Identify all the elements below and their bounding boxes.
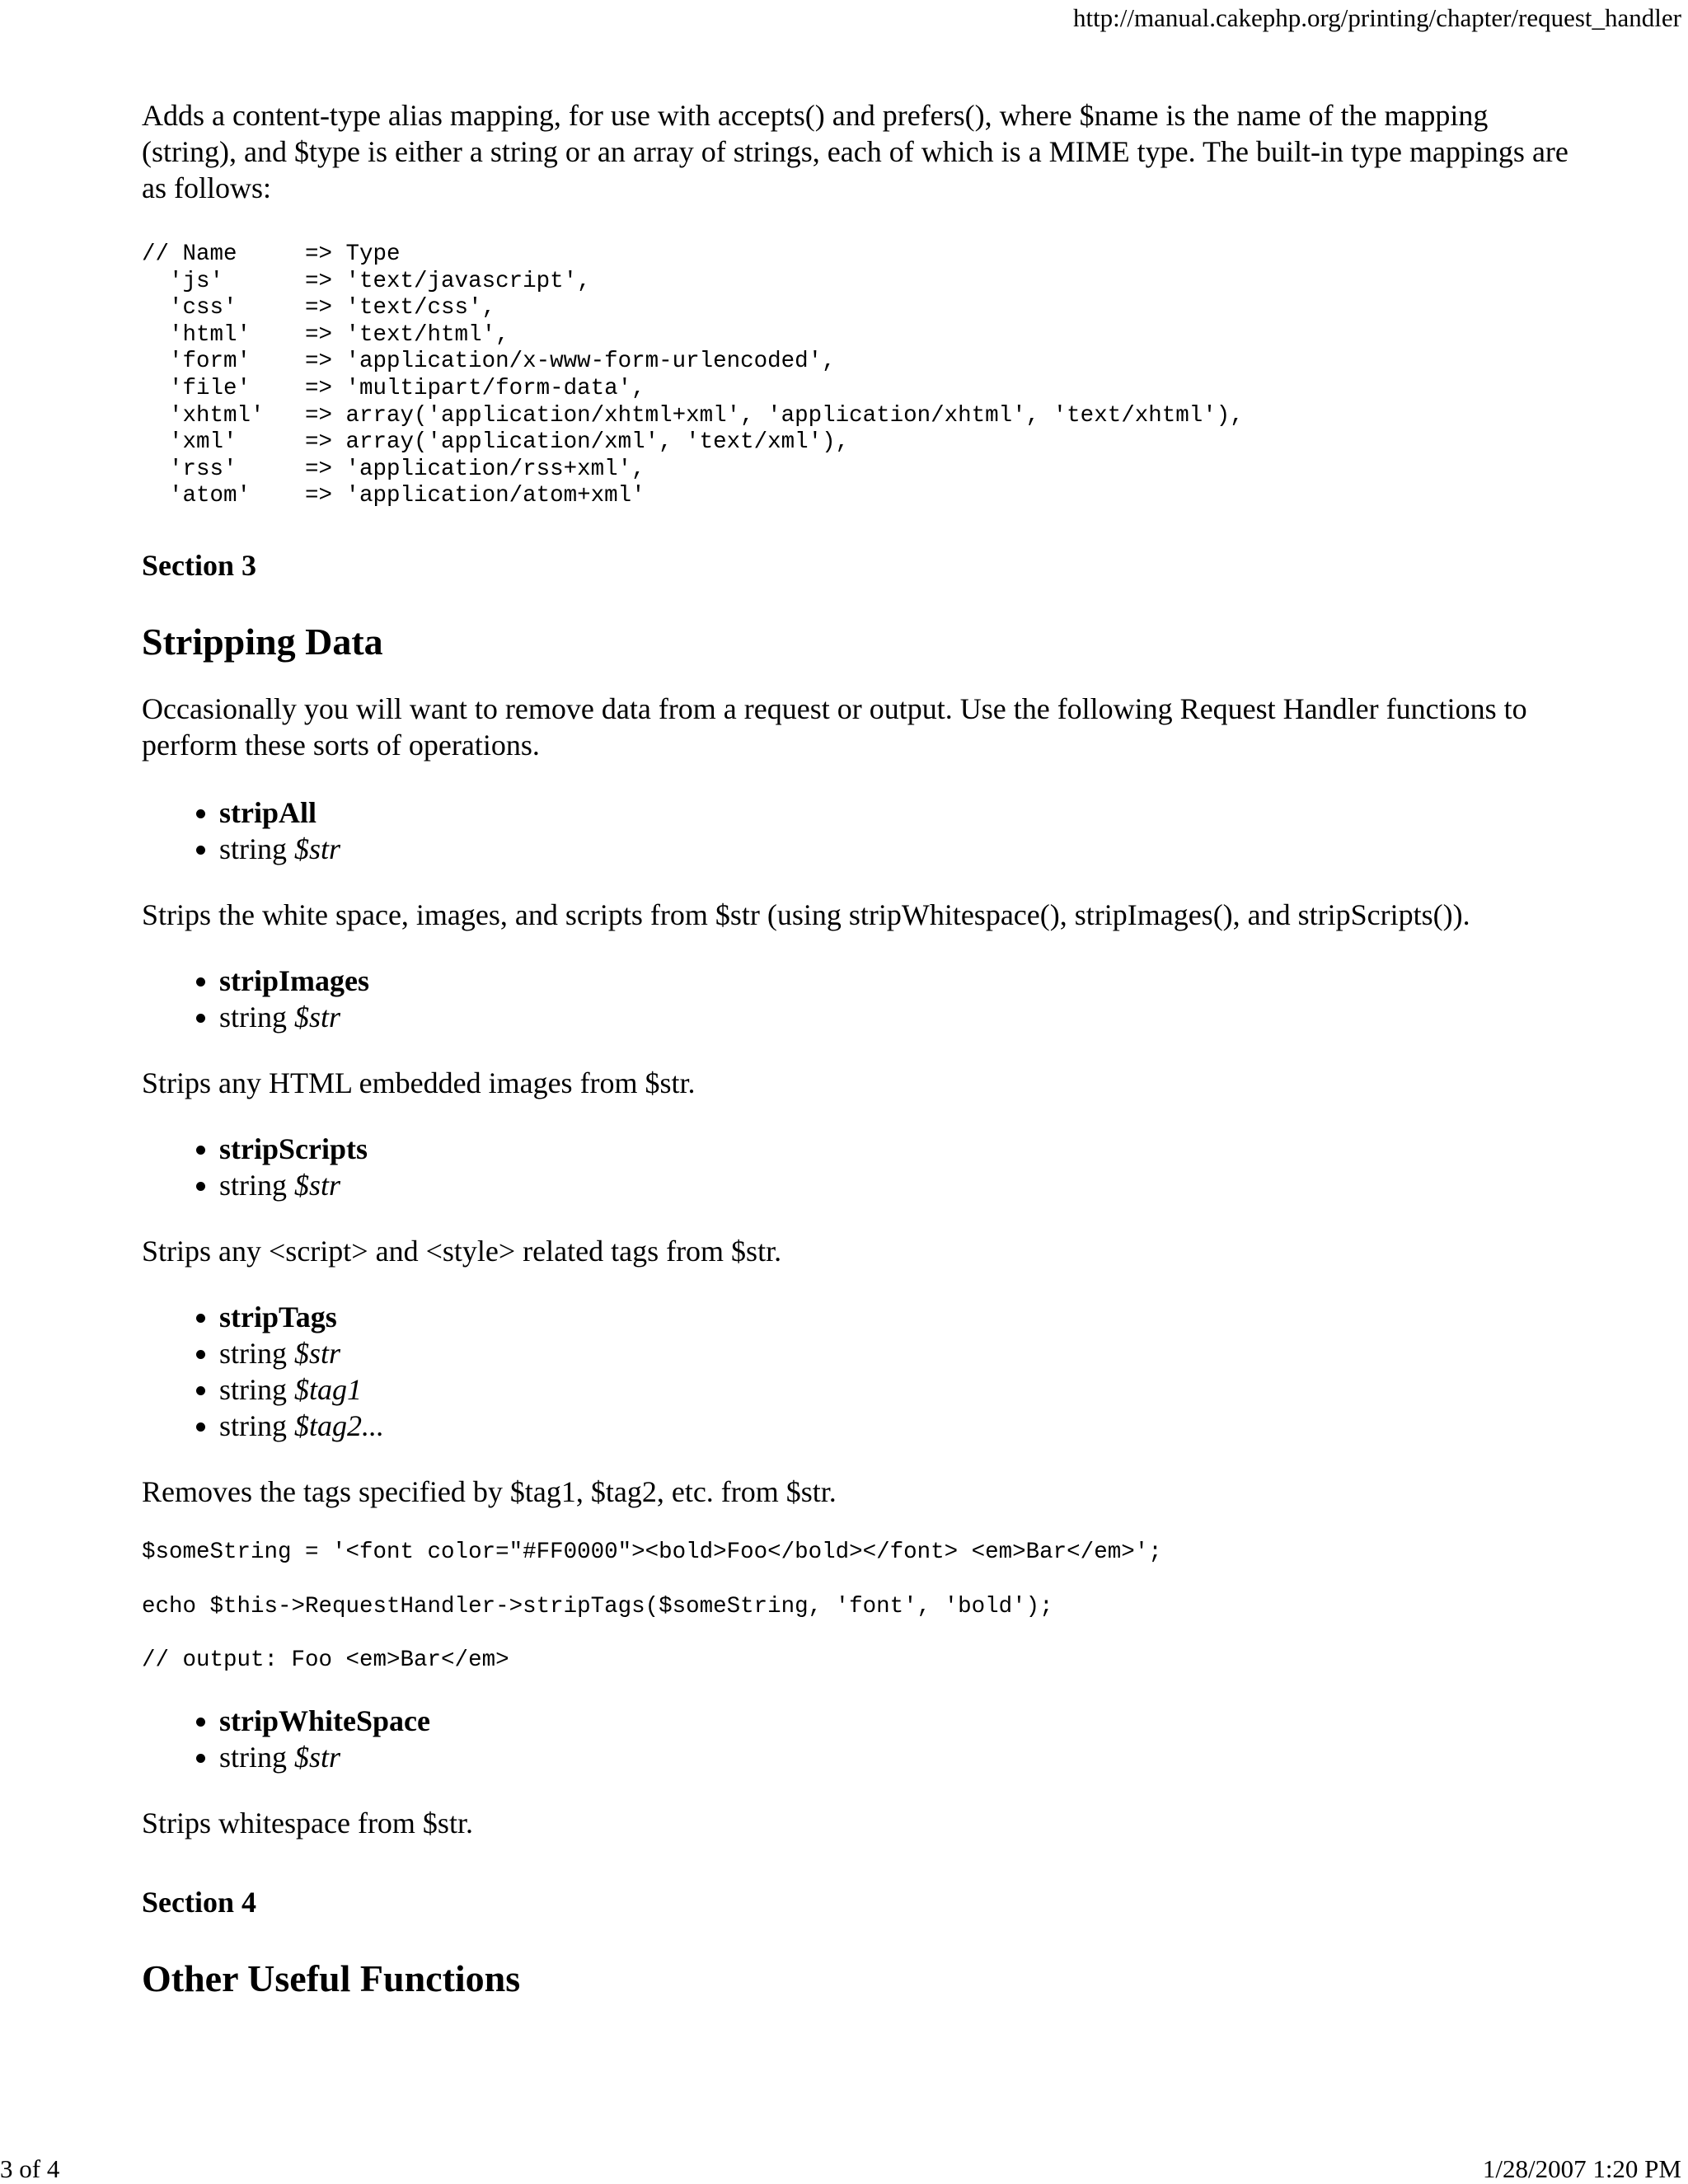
list-item xyxy=(219,1408,1576,1444)
list-item xyxy=(219,1739,1576,1775)
example-code-line: echo $this->RequestHandler->stripTags($someString, 'font', 'bold'); xyxy=(142,1593,1053,1619)
function-name: stripAll xyxy=(219,795,317,829)
param-variable: $str xyxy=(294,832,341,865)
list-item xyxy=(219,794,1576,831)
page-url: http://manual.cakephp.org/printing/chapter/request_handler xyxy=(1072,3,1681,32)
section-3-title: Stripping Data xyxy=(142,620,383,663)
section-4-title: Other Useful Functions xyxy=(142,1957,521,1999)
intro-paragraph: Adds a content-type alias mapping, for use with accepts() and prefers(), where $name is the name of the mapping (string), and $type is either a string or an array of strings, each of which is a MIME type. The built-in type mappings are as follows: xyxy=(142,99,1568,204)
param-variable: $str xyxy=(294,1336,341,1370)
function-signature-strip-tags xyxy=(142,1299,1576,1444)
list-item xyxy=(219,963,1576,999)
list-item xyxy=(219,1335,1576,1371)
param-variable: $str xyxy=(294,1740,341,1774)
print-datetime: 1/28/2007 1:20 PM xyxy=(1482,2154,1681,2183)
list-item xyxy=(219,999,1576,1035)
param-variable: $tag2... xyxy=(294,1408,385,1442)
param-variable: $str xyxy=(294,1168,341,1202)
function-signature-strip-images xyxy=(142,963,1576,1035)
function-name: stripScripts xyxy=(219,1132,368,1165)
param-type: string xyxy=(219,1336,288,1370)
list-item xyxy=(219,831,1576,867)
param-type: string xyxy=(219,1000,288,1033)
list-item xyxy=(219,1703,1576,1739)
function-signature-strip-scripts xyxy=(142,1131,1576,1203)
function-name: stripWhiteSpace xyxy=(219,1704,430,1737)
function-signature-strip-white-space xyxy=(142,1703,1576,1775)
function-description-strip-tags: Removes the tags specified by $tag1, $tag2, etc. from $str. xyxy=(142,1474,837,1508)
list-item xyxy=(219,1131,1576,1167)
function-description-strip-scripts: Strips any <script> and <style> related tags from $str. xyxy=(142,1234,782,1268)
section-3-intro: Occasionally you will want to remove data from a request or output. Use the following Request Handler functions to perform these sorts of operations. xyxy=(142,691,1527,762)
param-type: string xyxy=(219,1740,288,1774)
list-item xyxy=(219,1371,1576,1408)
function-description-strip-white-space: Strips whitespace from $str. xyxy=(142,1806,473,1840)
type-mapping-code-block: // Name => Type 'js' => 'text/javascript', 'css' => 'text/css', 'html' => 'text/html', 'form' => 'application/x-www-form-urlencoded', 'file' => 'multipart/form-data', 'xhtml' => array('application/xhtml+xml', 'application/xhtml', 'text/xhtml'), 'xml' => array('application/xml', 'text/xml'), 'rss' => 'application/rss+xml', 'atom' => 'application/atom+xml' xyxy=(142,241,1244,509)
function-name: stripImages xyxy=(219,963,369,997)
section-3-label: Section 3 xyxy=(142,548,256,582)
param-variable: $tag1 xyxy=(294,1372,363,1406)
param-type: string xyxy=(219,832,288,865)
section-4-label: Section 4 xyxy=(142,1885,256,1919)
param-variable: $str xyxy=(294,1000,341,1033)
list-item xyxy=(219,1167,1576,1203)
function-description-strip-all: Strips the white space, images, and scripts from $str (using stripWhitespace(), stripImages(), and stripScripts()). xyxy=(142,898,1470,931)
example-code-line: // output: Foo <em>Bar</em> xyxy=(142,1647,509,1674)
document-content xyxy=(142,97,1576,2001)
param-type: string xyxy=(219,1372,288,1406)
param-type: string xyxy=(219,1168,288,1202)
param-type: string xyxy=(219,1408,288,1442)
function-signature-strip-all xyxy=(142,794,1576,867)
example-code-line: $someString = '<font color="#FF0000"><bold>Foo</bold></font> <em>Bar</em>'; xyxy=(142,1539,1162,1565)
function-description-strip-images: Strips any HTML embedded images from $str. xyxy=(142,1066,696,1099)
list-item xyxy=(219,1299,1576,1335)
function-name: stripTags xyxy=(219,1300,337,1333)
page-number: 3 of 4 xyxy=(0,2154,60,2183)
